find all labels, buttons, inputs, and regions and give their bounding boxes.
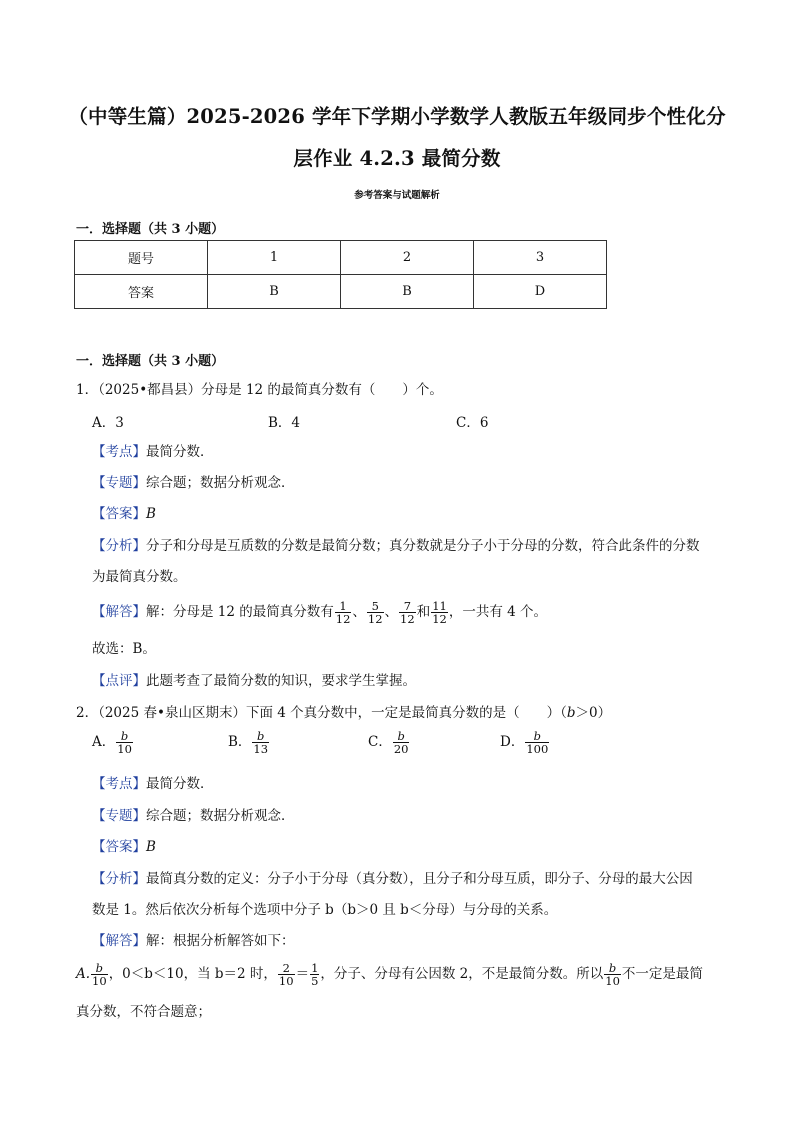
question-2-stem: 2．（2025 春•泉山区期末）下面 4 个真分数中，一定是最简真分数的是（ ）（b＞0） [76, 705, 612, 721]
answer-table [74, 240, 607, 309]
q1-fenxi-cont: 为最简真分数。 [92, 569, 187, 585]
q1-zhuanti [92, 474, 295, 492]
q2-option-c: C． $\frac{b}{20}$ [368, 729, 409, 756]
fraction: $\frac{1}{12}$ [335, 599, 351, 626]
q2-jieda [92, 932, 295, 950]
q1-jieda: 【解答】解：分母是 12 的最简真分数有 $\frac{1}{12}$ 、 $\frac{5}{12}$ 、 $\frac{7}{12}$ 和 $\frac{11}{12}$ ，一共有 4 个。 [92, 599, 547, 626]
q1-option-c: C．6 [456, 415, 489, 431]
q1-fenxi [92, 537, 700, 555]
label-tag: 【解答】 [92, 933, 146, 949]
table-row [75, 275, 607, 309]
q2-solution-a-cont: 真分数，不符合题意； [76, 1004, 211, 1020]
dianping-text: 此题考查了最简分数的知识，要求学生掌握。 [146, 673, 416, 689]
zhuanti-text: 综合题；数据分析观念． [146, 808, 295, 824]
kaodian-text: 最简分数． [146, 776, 214, 792]
table-header-cell: 答案 [75, 275, 208, 309]
table-cell: B [341, 275, 474, 309]
question-1-stem: 1．（2025•都昌县）分母是 12 的最简真分数有（ ）个。 [76, 382, 443, 398]
label-tag: 【点评】 [92, 673, 146, 689]
q2-option-a: A． $\frac{b}{10}$ [92, 729, 132, 756]
kaodian-text: 最简分数． [146, 444, 214, 460]
section-heading-questions: 一．选择题（共 3 小题） [76, 354, 225, 369]
document-title: （中等生篇）2025-2026 学年下学期小学数学人教版五年级同步个性化分层作业 4.2.3 最简分数 [68, 105, 726, 170]
fenxi-text: 分子和分母是互质数的分数是最简分数；真分数就是分子小于分母的分数，符合此条件的分数 [146, 538, 700, 554]
jieda-text: 解：分母是 12 的最简真分数有 [146, 604, 334, 620]
label-tag: 【答案】 [92, 506, 146, 522]
q2-option-d: D． $\frac{b}{100}$ [500, 729, 549, 756]
fenxi-text: 最简真分数的定义：分子小于分母（真分数），且分子和分母互质，即分子、分母的最大公因 [146, 871, 693, 887]
q1-option-a: A．3 [92, 415, 124, 431]
q2-daan [92, 838, 156, 856]
q2-fenxi-cont: 数是 1。然后依次分析每个选项中分子 b（b＞0 且 b＜分母）与分母的关系。 [92, 902, 558, 918]
q1-option-b: B．4 [268, 415, 301, 431]
fraction: $\frac{11}{12}$ [432, 599, 447, 626]
q1-conclusion: 故选：B。 [92, 641, 156, 657]
label-tag: 【专题】 [92, 808, 146, 824]
label-tag: 【解答】 [92, 604, 146, 620]
label-tag: 【考点】 [92, 776, 146, 792]
table-cell: B [208, 275, 341, 309]
q2-zhuanti [92, 807, 295, 825]
q1-dianping [92, 672, 416, 690]
table-header-cell: 题号 [75, 241, 208, 275]
answer-value: B [146, 839, 156, 855]
q2-kaodian [92, 775, 214, 793]
label-tag: 【分析】 [92, 538, 146, 554]
table-cell: D [474, 275, 607, 309]
label-tag: 【答案】 [92, 839, 146, 855]
table-cell: 2 [341, 241, 474, 275]
table-cell: 1 [208, 241, 341, 275]
document-subtitle: 参考答案与试题解析 [354, 190, 440, 201]
fraction: $\frac{5}{12}$ [367, 599, 383, 626]
q1-daan [92, 505, 156, 523]
q2-fenxi [92, 870, 693, 888]
jieda-text: 解：根据分析解答如下： [146, 933, 295, 949]
q2-solution-a: A. $\frac{b}{10}$ ，0＜b＜10，当 b＝2 时， $\frac{2}{10}$ ＝ $\frac{1}{5}$ ，分子、分母有公因数 2，不是最简分数。所以 $\frac{b}{10}$ 不一定是最简 [76, 961, 703, 988]
table-row [75, 241, 607, 275]
q2-option-b: B． $\frac{b}{13}$ [228, 729, 269, 756]
label-tag: 【分析】 [92, 871, 146, 887]
section-heading-answers: 一．选择题（共 3 小题） [76, 222, 225, 237]
label-tag: 【专题】 [92, 475, 146, 491]
answer-value: B [146, 506, 156, 522]
table-cell: 3 [474, 241, 607, 275]
label-tag: 【考点】 [92, 444, 146, 460]
fraction: $\frac{7}{12}$ [400, 599, 415, 626]
q1-kaodian [92, 443, 214, 461]
zhuanti-text: 综合题；数据分析观念． [146, 475, 295, 491]
